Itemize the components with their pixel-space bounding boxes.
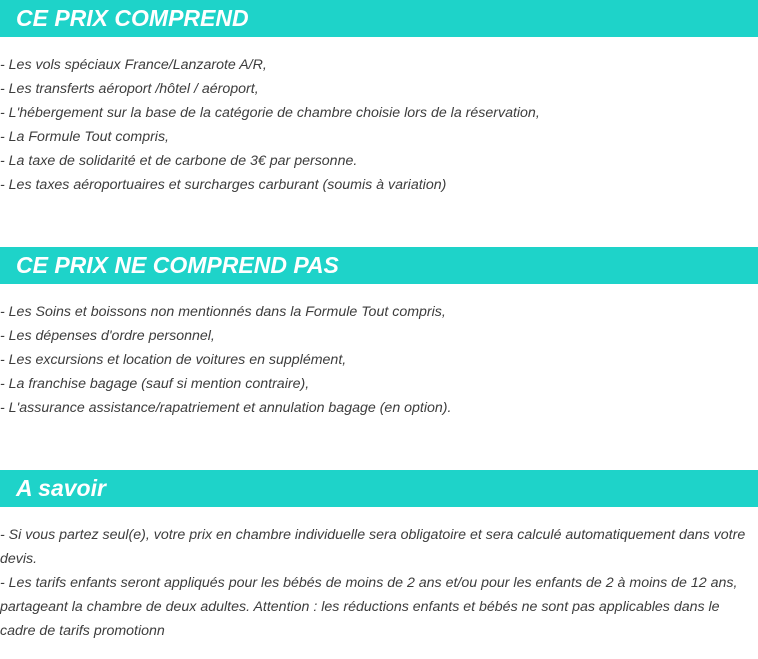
list-item: - La franchise bagage (sauf si mention contraire), <box>0 376 310 392</box>
list-item: - La Formule Tout compris, <box>0 129 169 145</box>
included-list <box>0 53 758 197</box>
section-title-not-included: CE PRIX NE COMPREND PAS <box>0 247 758 284</box>
section-good-to-know <box>0 470 758 643</box>
section-title-good-to-know: A savoir <box>0 470 758 507</box>
section-included <box>0 0 758 197</box>
list-item: - Les transferts aéroport /hôtel / aéroport, <box>0 81 259 97</box>
section-title-included: CE PRIX COMPREND <box>0 0 758 37</box>
info-paragraph: - Si vous partez seul(e), votre prix en chambre individuelle sera obligatoire et sera calculé automatiquement dans votre devis. <box>0 527 746 567</box>
list-item: - La taxe de solidarité et de carbone de 3€ par personne. <box>0 153 358 169</box>
list-item: - Les vols spéciaux France/Lanzarote A/R, <box>0 57 267 73</box>
list-item: - Les Soins et boissons non mentionnés dans la Formule Tout compris, <box>0 304 446 320</box>
info-paragraphs <box>0 523 756 643</box>
list-item: - Les dépenses d'ordre personnel, <box>0 328 215 344</box>
info-paragraph: - Les tarifs enfants seront appliqués pour les bébés de moins de 2 ans et/ou pour les enfants de 2 à moins de 12 ans, partageant la chambre de deux adultes. Attention : les réductions enfants et bébés ne sont pas applicables dans le cadre de tarifs promotionn <box>0 575 738 639</box>
not-included-list <box>0 300 758 420</box>
section-not-included <box>0 247 758 420</box>
list-item: - L'assurance assistance/rapatriement et annulation bagage (en option). <box>0 400 452 416</box>
list-item: - Les taxes aéroportuaires et surcharges carburant (soumis à variation) <box>0 177 447 193</box>
list-item: - Les excursions et location de voitures en supplément, <box>0 352 347 368</box>
list-item: - L'hébergement sur la base de la catégorie de chambre choisie lors de la réservation, <box>0 105 540 121</box>
